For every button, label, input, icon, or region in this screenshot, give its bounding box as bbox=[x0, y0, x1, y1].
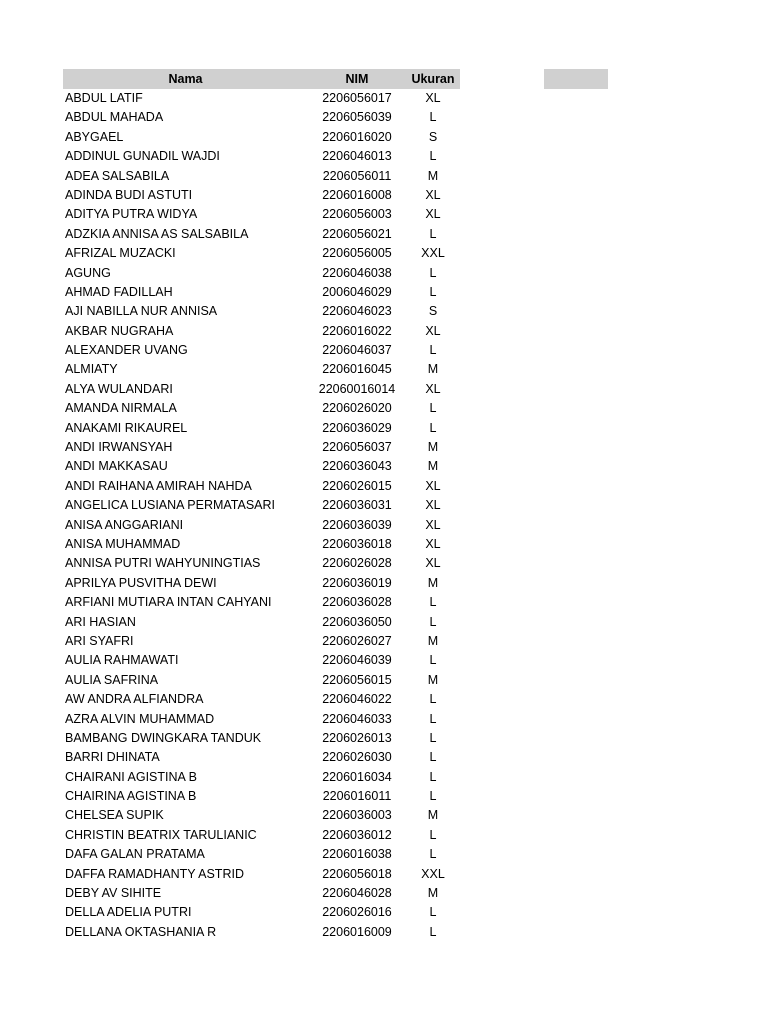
cell-nama[interactable]: APRILYA PUSVITHA DEWI bbox=[65, 575, 217, 590]
cell-nama[interactable]: AMANDA NIRMALA bbox=[65, 401, 177, 416]
cell-nim[interactable]: 2206026020 bbox=[322, 401, 392, 416]
cell-ukuran[interactable]: M bbox=[427, 575, 439, 590]
cell-ukuran[interactable]: XL bbox=[425, 556, 441, 571]
cell-nama[interactable]: ABYGAEL bbox=[65, 129, 124, 144]
table-row bbox=[63, 147, 460, 166]
cell-ukuran[interactable]: M bbox=[427, 168, 439, 183]
table-row bbox=[63, 690, 460, 709]
cell-ukuran[interactable]: L bbox=[429, 847, 437, 862]
cell-ukuran[interactable]: XL bbox=[425, 498, 441, 513]
cell-ukuran[interactable]: M bbox=[427, 808, 439, 823]
cell-nama[interactable]: AULIA SAFRINA bbox=[65, 672, 159, 687]
cell-nim[interactable]: 2206046039 bbox=[322, 653, 392, 668]
cell-nim[interactable]: 2206026015 bbox=[322, 478, 392, 493]
table-row bbox=[63, 438, 460, 457]
cell-ukuran[interactable]: M bbox=[427, 633, 439, 648]
cell-nama[interactable]: ADITYA PUTRA WIDYA bbox=[65, 207, 198, 222]
table-row bbox=[63, 186, 460, 205]
cell-ukuran[interactable]: L bbox=[429, 769, 437, 784]
cell-ukuran[interactable]: L bbox=[429, 226, 437, 241]
cell-ukuran[interactable]: L bbox=[429, 789, 437, 804]
cell-ukuran[interactable]: XL bbox=[425, 187, 441, 202]
table-row bbox=[63, 399, 460, 418]
cell-nama[interactable]: BARRI DHINATA bbox=[65, 750, 160, 765]
table-row bbox=[63, 865, 460, 884]
cell-ukuran[interactable]: M bbox=[427, 886, 439, 901]
cell-nama[interactable]: ALYA WULANDARI bbox=[65, 381, 173, 396]
cell-nama[interactable]: AFRIZAL MUZACKI bbox=[65, 246, 176, 261]
cell-nama[interactable]: ANAKAMI RIKAUREL bbox=[65, 420, 188, 435]
cell-nama[interactable]: AHMAD FADILLAH bbox=[65, 284, 173, 299]
cell-nama[interactable]: ARI SYAFRI bbox=[65, 633, 134, 648]
cell-nim[interactable]: 2206026030 bbox=[322, 750, 392, 765]
table-row bbox=[63, 496, 460, 515]
cell-nim[interactable]: 2206036012 bbox=[322, 827, 392, 842]
cell-nama[interactable]: ANNISA PUTRI WAHYUNINGTIAS bbox=[65, 556, 261, 571]
cell-nama[interactable]: AKBAR NUGRAHA bbox=[65, 323, 174, 338]
cell-ukuran[interactable]: S bbox=[428, 129, 438, 144]
table-row bbox=[63, 341, 460, 360]
table-row bbox=[63, 89, 460, 108]
cell-nama[interactable]: AZRA ALVIN MUHAMMAD bbox=[65, 711, 215, 726]
cell-nama[interactable]: AULIA RAHMAWATI bbox=[65, 653, 179, 668]
cell-ukuran[interactable]: XL bbox=[425, 323, 441, 338]
cell-ukuran[interactable]: XL bbox=[425, 91, 441, 105]
cell-nim[interactable]: 2206046028 bbox=[322, 886, 392, 901]
cell-nama[interactable]: DEBY AV SIHITE bbox=[65, 886, 162, 901]
cell-nama[interactable]: CHAIRANI AGISTINA B bbox=[65, 769, 197, 784]
cell-ukuran[interactable]: L bbox=[429, 595, 437, 610]
table-row bbox=[63, 302, 460, 321]
cell-nim[interactable]: 2206036003 bbox=[322, 808, 392, 823]
table-row bbox=[63, 748, 460, 767]
table-row bbox=[63, 768, 460, 787]
table-row bbox=[63, 729, 460, 748]
cell-ukuran[interactable]: M bbox=[427, 440, 439, 455]
cell-nama[interactable]: ADZKIA ANNISA AS SALSABILA bbox=[65, 226, 249, 241]
cell-nim[interactable]: 2206056011 bbox=[322, 168, 392, 183]
cell-nama[interactable]: DAFA GALAN PRATAMA bbox=[65, 847, 205, 862]
cell-ukuran[interactable]: L bbox=[429, 284, 437, 299]
table-header-row bbox=[63, 69, 460, 89]
cell-ukuran[interactable]: M bbox=[427, 459, 439, 474]
cell-nama[interactable]: ALEXANDER UVANG bbox=[65, 343, 188, 358]
header-nim[interactable]: NIM bbox=[345, 72, 369, 86]
cell-ukuran[interactable]: L bbox=[429, 692, 437, 707]
cell-ukuran[interactable]: L bbox=[429, 905, 437, 920]
cell-nama[interactable]: ALMIATY bbox=[65, 362, 118, 377]
table-row bbox=[63, 205, 460, 224]
cell-nim[interactable]: 2206016008 bbox=[322, 187, 392, 202]
table-row bbox=[63, 380, 460, 399]
cell-nim[interactable]: 2206036028 bbox=[322, 595, 392, 610]
cell-nim[interactable]: 2206036039 bbox=[322, 517, 392, 532]
cell-ukuran[interactable]: XL bbox=[425, 381, 441, 396]
cell-nim[interactable]: 2206036031 bbox=[322, 498, 392, 513]
cell-nim[interactable]: 2206056003 bbox=[322, 207, 392, 222]
cell-ukuran[interactable]: S bbox=[428, 304, 438, 319]
table-row bbox=[63, 167, 460, 186]
cell-nama[interactable]: ARFIANI MUTIARA INTAN CAHYANI bbox=[65, 595, 272, 610]
cell-ukuran[interactable]: XXL bbox=[421, 866, 445, 881]
table-row bbox=[63, 613, 460, 632]
table-row bbox=[63, 826, 460, 845]
cell-nim[interactable]: 2206026028 bbox=[322, 556, 392, 571]
table-row bbox=[63, 516, 460, 535]
cell-nim[interactable]: 2206036018 bbox=[322, 536, 392, 551]
cell-nim[interactable]: 2206016034 bbox=[322, 769, 392, 784]
cell-ukuran[interactable]: XL bbox=[425, 478, 441, 493]
cell-nim[interactable]: 2206046022 bbox=[322, 692, 392, 707]
table-row bbox=[63, 593, 460, 612]
cell-ukuran[interactable]: XL bbox=[425, 536, 441, 551]
table-row bbox=[63, 360, 460, 379]
cell-nim[interactable]: 2206056018 bbox=[322, 866, 392, 881]
table-row bbox=[63, 322, 460, 341]
cell-ukuran[interactable]: L bbox=[429, 827, 437, 842]
cell-ukuran[interactable]: XL bbox=[425, 517, 441, 532]
table-row bbox=[63, 535, 460, 554]
cell-nim[interactable]: 2006046029 bbox=[322, 284, 392, 299]
cell-nama[interactable]: DAFFA RAMADHANTY ASTRID bbox=[65, 866, 244, 881]
cell-nim[interactable]: 2206026013 bbox=[322, 730, 392, 745]
cell-nama[interactable]: CHELSEA SUPIK bbox=[65, 808, 164, 823]
cell-nama[interactable]: ARI HASIAN bbox=[65, 614, 136, 629]
cell-nama[interactable]: ABDUL LATIF bbox=[65, 91, 143, 105]
table-row bbox=[63, 845, 460, 864]
cell-nama[interactable]: ANDI RAIHANA AMIRAH NAHDA bbox=[65, 478, 252, 493]
cell-nama[interactable]: ANISA ANGGARIANI bbox=[65, 517, 184, 532]
cell-nim[interactable]: 2206046037 bbox=[322, 343, 392, 358]
table-body bbox=[63, 89, 460, 942]
cell-nim[interactable]: 2206016038 bbox=[322, 847, 392, 862]
table-row bbox=[63, 128, 460, 147]
cell-nama[interactable]: ADEA SALSABILA bbox=[65, 168, 170, 183]
cell-ukuran[interactable]: L bbox=[429, 265, 437, 280]
cell-nama[interactable]: AW ANDRA ALFIANDRA bbox=[65, 692, 204, 707]
cell-nim[interactable]: 2206056017 bbox=[322, 91, 392, 105]
cell-ukuran[interactable]: M bbox=[427, 672, 439, 687]
cell-nim[interactable]: 2206016009 bbox=[322, 924, 392, 939]
cell-nama[interactable]: ANISA MUHAMMAD bbox=[65, 536, 181, 551]
table-row bbox=[63, 554, 460, 573]
cell-nim[interactable]: 2206046038 bbox=[322, 265, 392, 280]
cell-ukuran[interactable]: L bbox=[429, 711, 437, 726]
cell-nim[interactable]: 22060016014 bbox=[318, 381, 396, 396]
cell-nama[interactable]: ANDI MAKKASAU bbox=[65, 459, 168, 474]
cell-nama[interactable]: CHRISTIN BEATRIX TARULIANIC bbox=[65, 827, 257, 842]
table-row bbox=[63, 283, 460, 302]
cell-nama[interactable]: CHAIRINA AGISTINA B bbox=[65, 789, 197, 804]
cell-nim[interactable]: 2206056039 bbox=[322, 110, 392, 125]
cell-nim[interactable]: 2206056015 bbox=[322, 672, 392, 687]
cell-nama[interactable]: ADINDA BUDI ASTUTI bbox=[65, 187, 193, 202]
table-row bbox=[63, 787, 460, 806]
cell-nama[interactable]: ANGELICA LUSIANA PERMATASARI bbox=[65, 498, 276, 513]
cell-ukuran[interactable]: L bbox=[429, 420, 437, 435]
cell-nama[interactable]: DELLANA OKTASHANIA R bbox=[65, 924, 217, 939]
spreadsheet-table bbox=[63, 69, 460, 942]
table-row bbox=[63, 457, 460, 476]
table-row bbox=[63, 244, 460, 263]
cell-ukuran[interactable]: XXL bbox=[421, 246, 445, 261]
cell-nim[interactable]: 2206046033 bbox=[322, 711, 392, 726]
table-row bbox=[63, 108, 460, 127]
cell-nim[interactable]: 2206036050 bbox=[322, 614, 392, 629]
cell-nim[interactable]: 2206036019 bbox=[322, 575, 392, 590]
header-ukuran[interactable]: Ukuran bbox=[411, 72, 455, 86]
cell-ukuran[interactable]: L bbox=[429, 343, 437, 358]
cell-ukuran[interactable]: L bbox=[429, 149, 437, 164]
cell-nama[interactable]: AGUNG bbox=[65, 265, 111, 280]
table-row bbox=[63, 806, 460, 825]
table-row bbox=[63, 710, 460, 729]
cell-ukuran[interactable]: L bbox=[429, 730, 437, 745]
table-row bbox=[63, 477, 460, 496]
cell-ukuran[interactable]: L bbox=[429, 750, 437, 765]
table-row bbox=[63, 884, 460, 903]
table-row bbox=[63, 419, 460, 438]
cell-nama[interactable]: ANDI IRWANSYAH bbox=[65, 440, 173, 455]
table-row bbox=[63, 923, 460, 942]
cell-nim[interactable]: 2206056037 bbox=[322, 440, 392, 455]
highlighted-cell[interactable] bbox=[544, 69, 608, 89]
cell-ukuran[interactable]: L bbox=[429, 924, 437, 939]
cell-ukuran[interactable]: L bbox=[429, 401, 437, 416]
cell-nim[interactable]: 2206046013 bbox=[322, 149, 392, 164]
header-nama[interactable]: Nama bbox=[168, 72, 203, 86]
cell-nama[interactable]: AJI NABILLA NUR ANNISA bbox=[65, 304, 218, 319]
cell-nim[interactable]: 2206056005 bbox=[322, 246, 392, 261]
cell-ukuran[interactable]: L bbox=[429, 614, 437, 629]
table-row bbox=[63, 225, 460, 244]
cell-nim[interactable]: 2206026027 bbox=[322, 633, 392, 648]
table-row bbox=[63, 651, 460, 670]
cell-ukuran[interactable]: XL bbox=[425, 207, 441, 222]
cell-ukuran[interactable]: L bbox=[429, 110, 437, 125]
cell-nim[interactable]: 2206016022 bbox=[322, 323, 392, 338]
table-row bbox=[63, 264, 460, 283]
cell-nim[interactable]: 2206016045 bbox=[322, 362, 392, 377]
cell-ukuran[interactable]: L bbox=[429, 653, 437, 668]
table-row bbox=[63, 903, 460, 922]
table-row bbox=[63, 574, 460, 593]
cell-nim[interactable]: 2206056021 bbox=[322, 226, 392, 241]
cell-nama[interactable]: ADDINUL GUNADIL WAJDI bbox=[65, 149, 220, 164]
cell-nim[interactable]: 2206046023 bbox=[322, 304, 392, 319]
cell-nama[interactable]: DELLA ADELIA PUTRI bbox=[65, 905, 192, 920]
cell-nama[interactable]: BAMBANG DWINGKARA TANDUK bbox=[65, 730, 262, 745]
cell-nim[interactable]: 2206016011 bbox=[322, 789, 392, 804]
table-row bbox=[63, 671, 460, 690]
cell-nim[interactable]: 2206016020 bbox=[322, 129, 392, 144]
table-row bbox=[63, 632, 460, 651]
cell-ukuran[interactable]: M bbox=[427, 362, 439, 377]
cell-nim[interactable]: 2206026016 bbox=[322, 905, 392, 920]
cell-nama[interactable]: ABDUL MAHADA bbox=[65, 110, 164, 125]
cell-nim[interactable]: 2206036029 bbox=[322, 420, 392, 435]
cell-nim[interactable]: 2206036043 bbox=[322, 459, 392, 474]
